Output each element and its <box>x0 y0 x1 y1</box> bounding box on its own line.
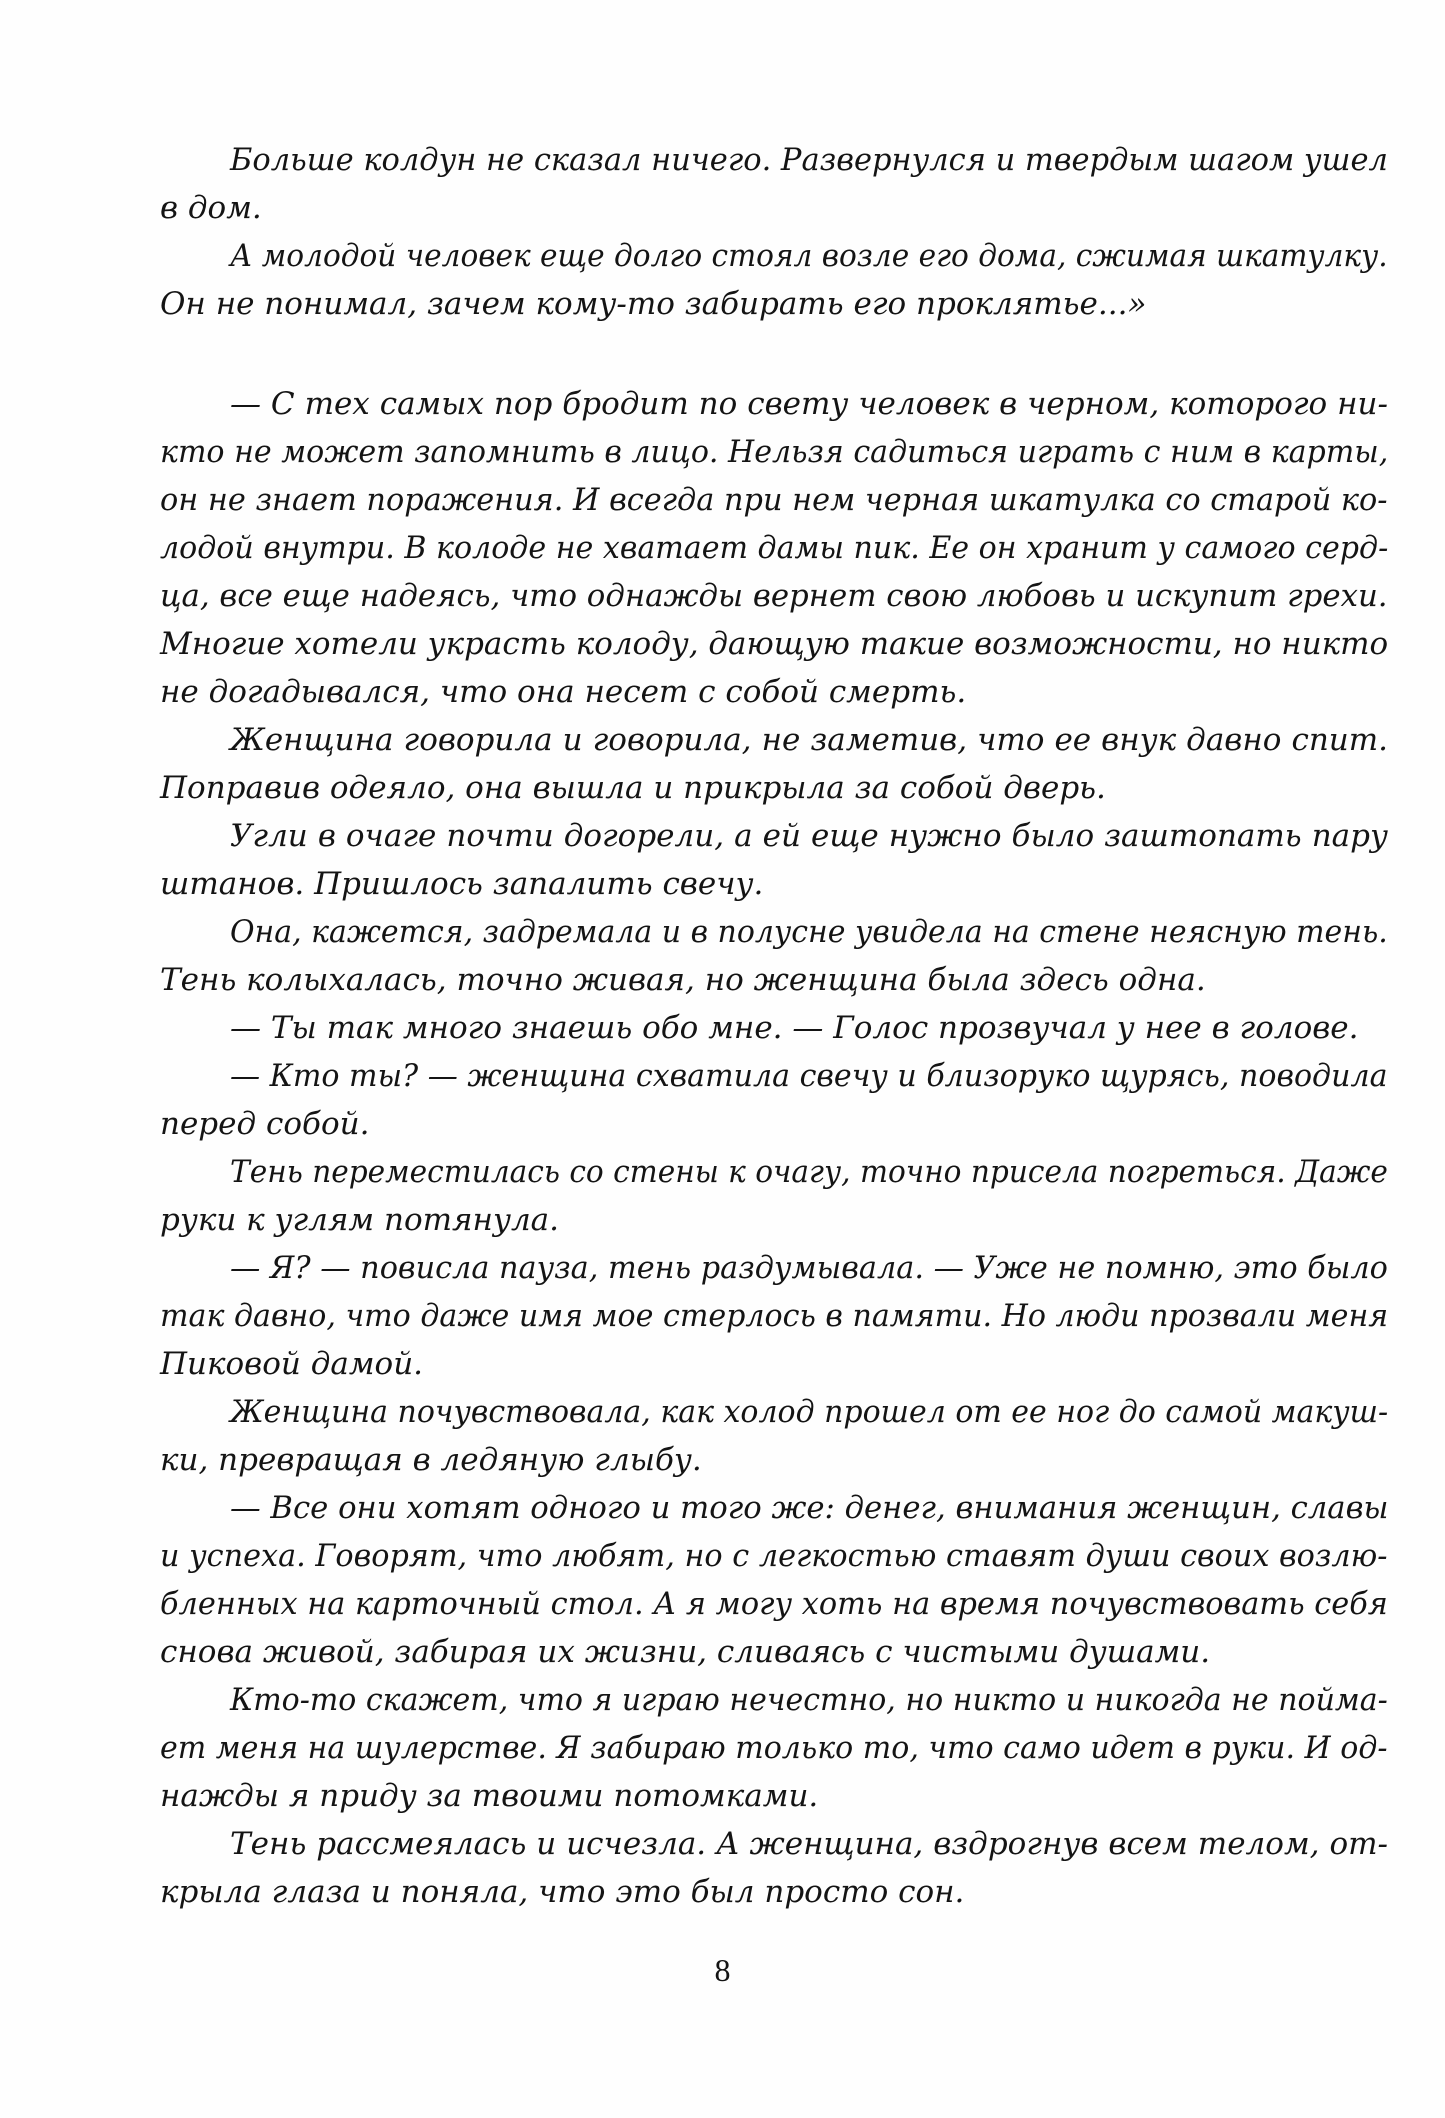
text-line: не догадывался, что она несет с собой смерть. <box>160 674 967 710</box>
text-line: перед собой. <box>160 1106 370 1142</box>
text-line: Многие хотели украсть колоду, дающую такие возможности, но никто <box>160 626 1389 662</box>
text-line: Женщина почувствовала, как холод прошел от ее ног до самой макуш- <box>230 1394 1389 1430</box>
text-line: в дом. <box>160 190 262 226</box>
text-line: он не знает поражения. И всегда при нем черная шкатулка со старой ко- <box>160 482 1388 518</box>
text-line: ки, превращая в ледяную глыбу. <box>160 1442 702 1478</box>
text-line: — С тех самых пор бродит по свету человек в черном, которого ни- <box>230 386 1388 422</box>
text-line: Пиковой дамой. <box>160 1346 424 1382</box>
text-line: ет меня на шулерстве. Я забираю только то, что само идет в руки. И од- <box>160 1730 1388 1766</box>
text-line: бленных на карточный стол. А я могу хоть на время почувствовать себя <box>160 1586 1388 1622</box>
text-line: Больше колдун не сказал ничего. Развернулся и твердым шагом ушел <box>230 142 1388 178</box>
text-line: нажды я приду за твоими потомками. <box>160 1778 819 1814</box>
text-line: крыла глаза и поняла, что это был просто сон. <box>160 1874 965 1910</box>
text-line: Она, кажется, задремала и в полусне увидела на стене неясную тень. <box>230 914 1388 950</box>
text-line: — Кто ты? — женщина схватила свечу и близоруко щурясь, поводила <box>230 1058 1388 1094</box>
text-line: — Ты так много знаешь обо мне. — Голос прозвучал у нее в голове. <box>230 1010 1359 1046</box>
text-line: А молодой человек еще долго стоял возле его дома, сжимая шкатулку. <box>230 238 1388 274</box>
text-line: — Я? — повисла пауза, тень раздумывала. — Уже не помню, это было <box>230 1250 1388 1286</box>
page-number: 8 <box>714 1952 731 1988</box>
text-line: и успеха. Говорят, что любят, но с легкостью ставят души своих возлю- <box>160 1538 1388 1574</box>
text-line: так давно, что даже имя мое стерлось в памяти. Но люди прозвали меня <box>160 1298 1389 1334</box>
text-line: Тень рассмеялась и исчезла. А женщина, вздрогнув всем телом, от- <box>230 1826 1388 1862</box>
text-line: Кто-то скажет, что я играю нечестно, но никто и никогда не пойма- <box>230 1682 1388 1718</box>
text-line: руки к углям потянула. <box>160 1202 560 1238</box>
text-line: Женщина говорила и говорила, не заметив, что ее внук давно спит. <box>230 722 1388 758</box>
text-line: — Все они хотят одного и того же: денег, внимания женщин, славы <box>230 1490 1389 1526</box>
text-line: ца, все еще надеясь, что однажды вернет свою любовь и искупит грехи. <box>160 578 1388 614</box>
text-line: Поправив одеяло, она вышла и прикрыла за собой дверь. <box>160 770 1106 806</box>
text-line: Он не понимал, зачем кому-то забирать его проклятье...» <box>160 286 1147 322</box>
text-line: кто не может запомнить в лицо. Нельзя садиться играть с ним в карты, <box>160 434 1389 470</box>
text-line: штанов. Пришлось запалить свечу. <box>160 866 764 902</box>
text-line: Тень колыхалась, точно живая, но женщина была здесь одна. <box>160 962 1206 998</box>
text-line: снова живой, забирая их жизни, сливаясь с чистыми душами. <box>160 1634 1211 1670</box>
text-line: Тень переместилась со стены к очагу, точно присела погреться. Даже <box>230 1154 1388 1190</box>
text-line: лодой внутри. В колоде не хватает дамы пик. Ее он хранит у самого серд- <box>160 530 1389 566</box>
text-line: Угли в очаге почти догорели, а ей еще нужно было заштопать пару <box>230 818 1388 854</box>
